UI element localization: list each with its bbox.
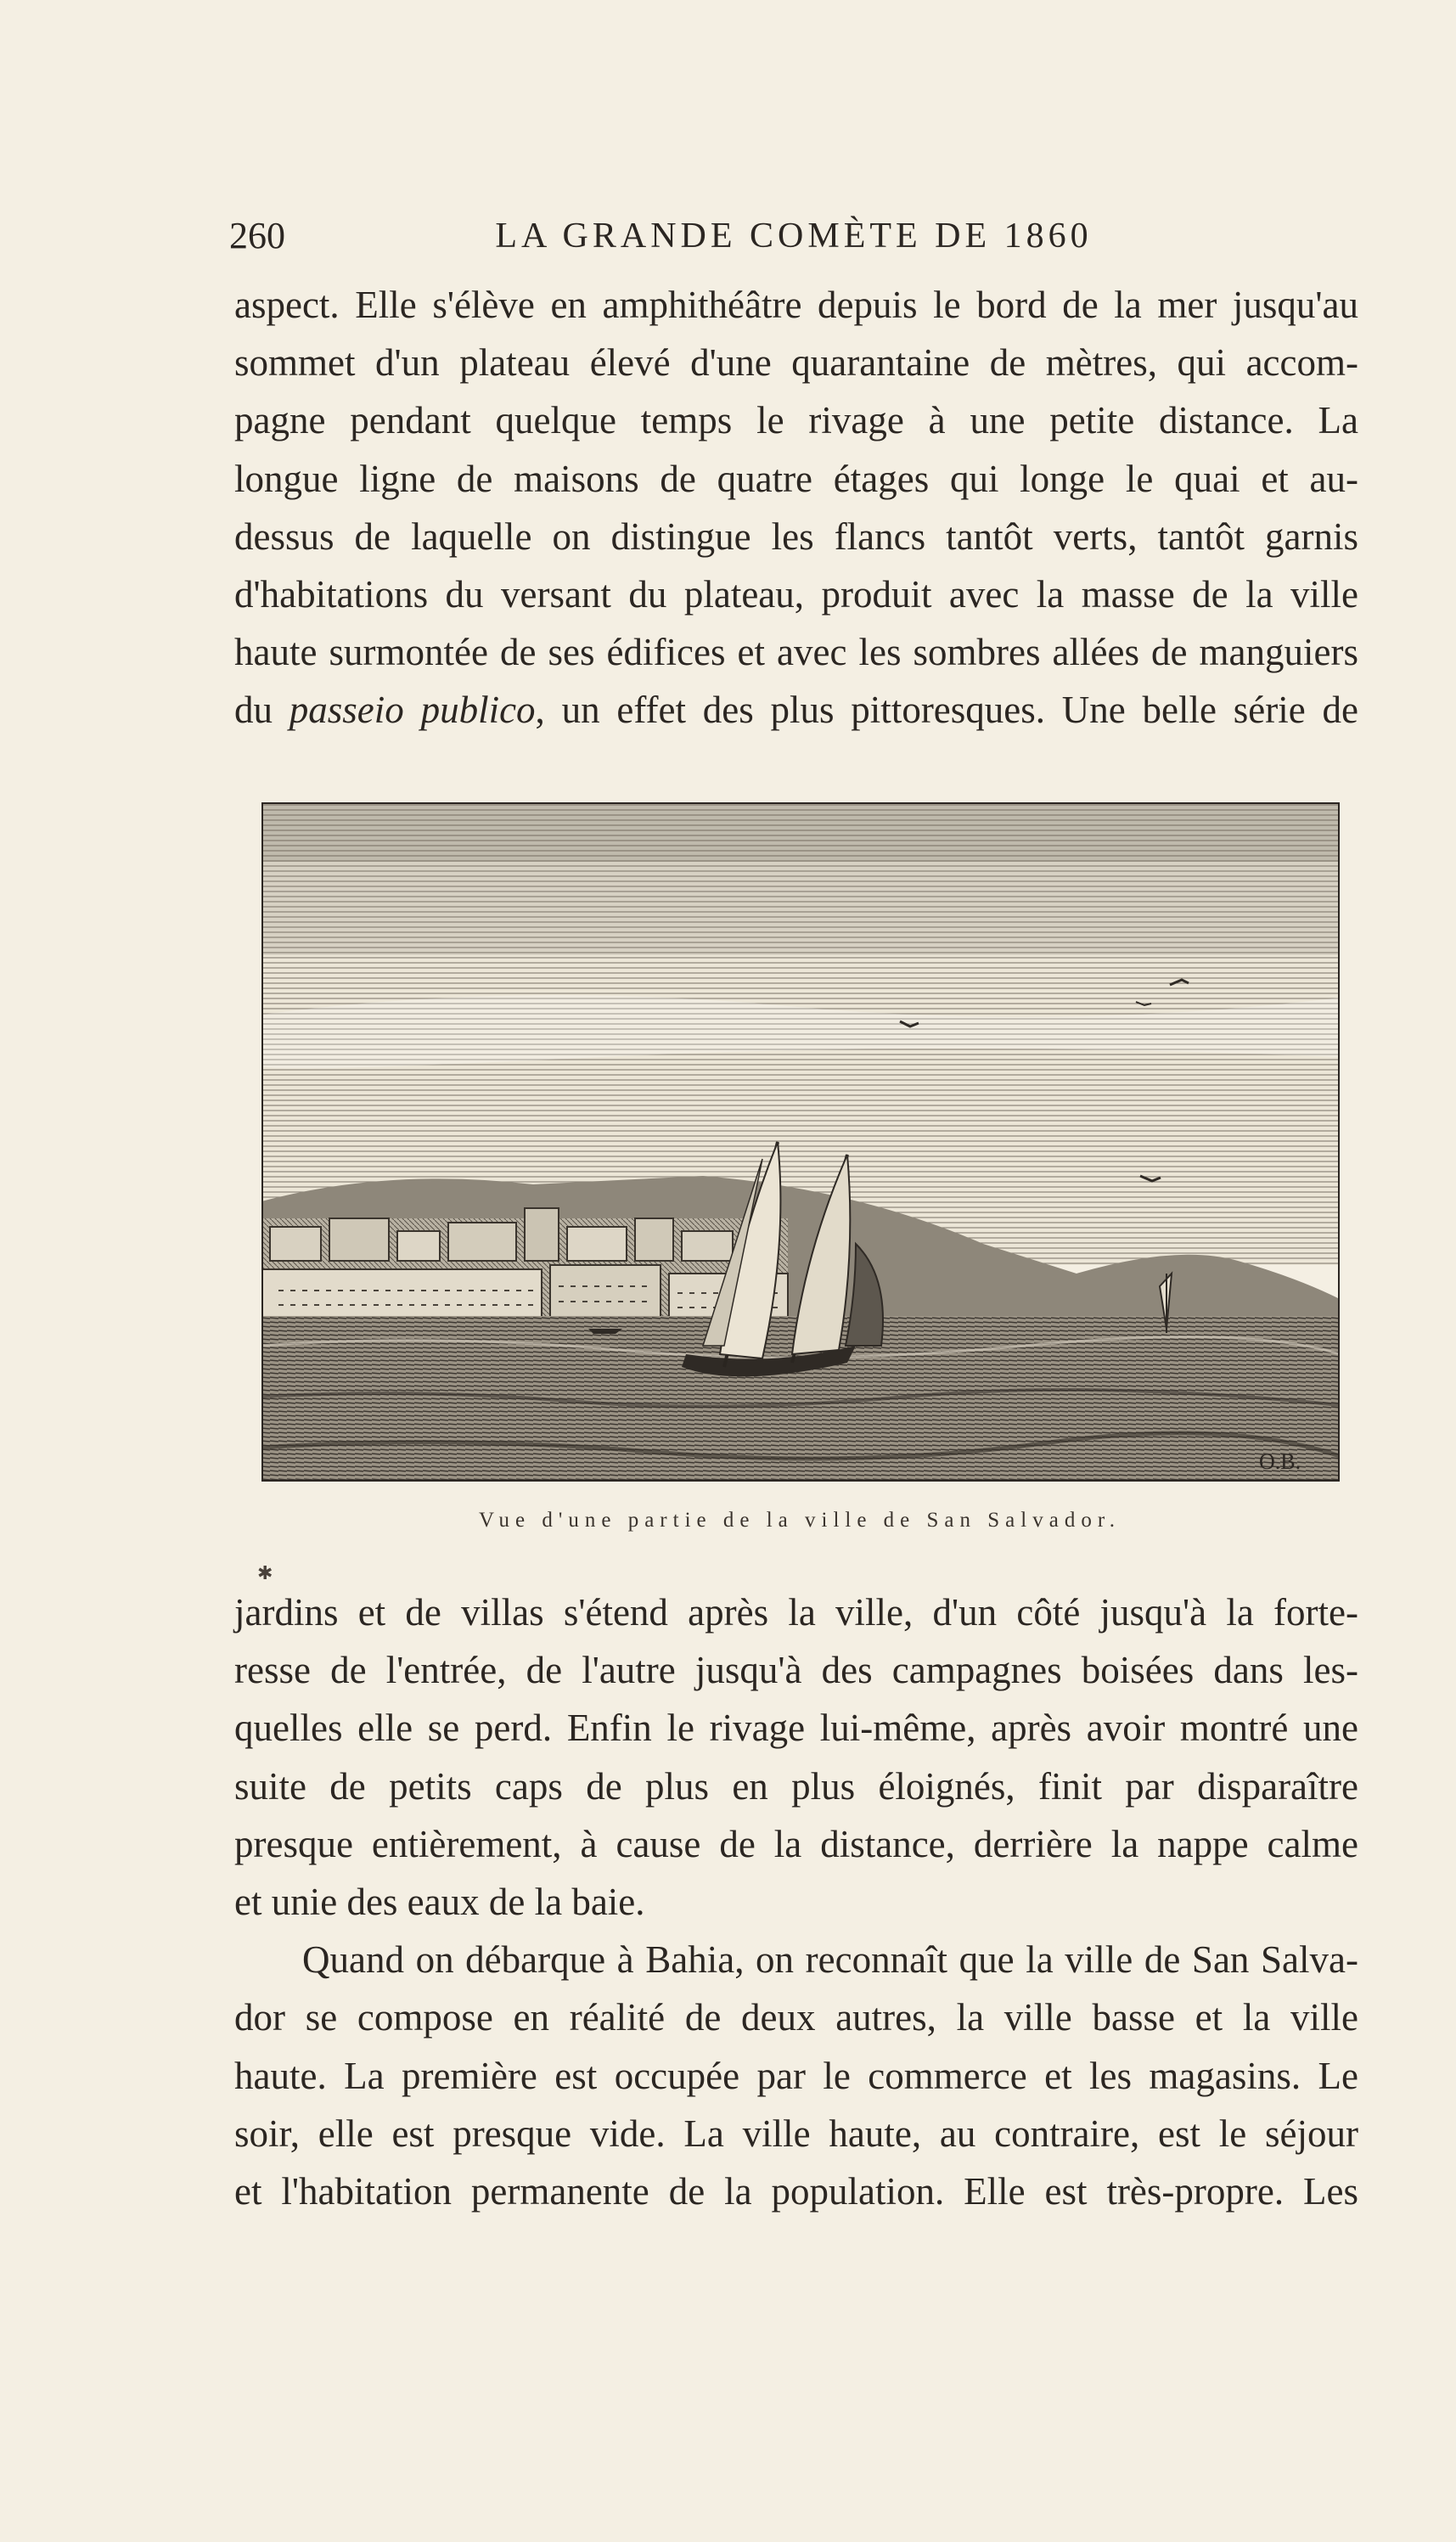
text-line: soir, elle est presque vide. La ville haute, au contraire, est le séjour [234,2112,1358,2155]
text-line: longue ligne de maisons de quatre étages qui longe le quai et au- [234,457,1358,500]
page-number: 260 [229,215,285,256]
harbor-engraving [261,802,1340,1482]
text-line: dessus de laquelle on distingue les flancs tantôt verts, tantôt garnis [234,515,1358,558]
city-buildings [261,1208,788,1320]
running-title: LA GRANDE COMÈTE DE 1860 [495,217,1093,256]
italic-term: passeio publico [289,689,536,732]
text-line: presque entièrement, à cause de la distance, derrière la nappe calme [234,1822,1358,1865]
text-line [234,681,1358,739]
engraver-signature: O.B. [1259,1449,1301,1474]
text-line: haute. La première est occupée par le commerce et les magasins. Le [234,2054,1358,2097]
text-segment: , un effet des plus pittoresques. Une belle série de [535,689,1358,732]
paragraph-continued [234,276,1358,740]
text-line: et unie des eaux de la baie. [234,1880,645,1923]
margin-mark: ✱ [257,1562,273,1583]
text-line: aspect. Elle s'élève en amphithéâtre depuis le bord de la mer jusqu'au [234,284,1358,326]
text-line: et l'habitation permanente de la population. Elle est très-propre. Les [234,2169,1358,2213]
text-line: quelles elle se perd. Enfin le rivage lui-même, après avoir montré une [234,1707,1358,1750]
text-line: resse de l'entrée, de l'autre jusqu'à des campagnes boisées dans les- [234,1649,1358,1692]
text-line: pagne pendant quelque temps le rivage à une petite distance. La [234,399,1358,442]
text-line: d'habitations du versant du plateau, produit avec la masse de la ville [234,572,1358,616]
text-line: Quand on débarque à Bahia, on reconnaît que la ville de San Salva- [302,1938,1358,1982]
paragraph-body [234,1583,1358,2220]
text-line: jardins et de villas s'étend après la ville, d'un côté jusqu'à la forte- [234,1591,1358,1634]
text-segment: du [234,689,290,732]
text-line: suite de petits caps de plus en plus éloignés, finit par disparaître [234,1764,1358,1808]
engraving-illustration [261,802,1340,1482]
text-line: dor se compose en réalité de deux autres, la ville basse et la ville [234,1996,1358,2039]
text-line: haute surmontée de ses édifices et avec les sombres allées de manguiers [234,631,1358,674]
text-line: sommet d'un plateau élevé d'une quarantaine de mètres, qui accom- [234,341,1358,385]
page-header [229,211,1358,262]
illustration-caption: Vue d'une partie de la ville de San Salvador. [478,1509,1122,1532]
